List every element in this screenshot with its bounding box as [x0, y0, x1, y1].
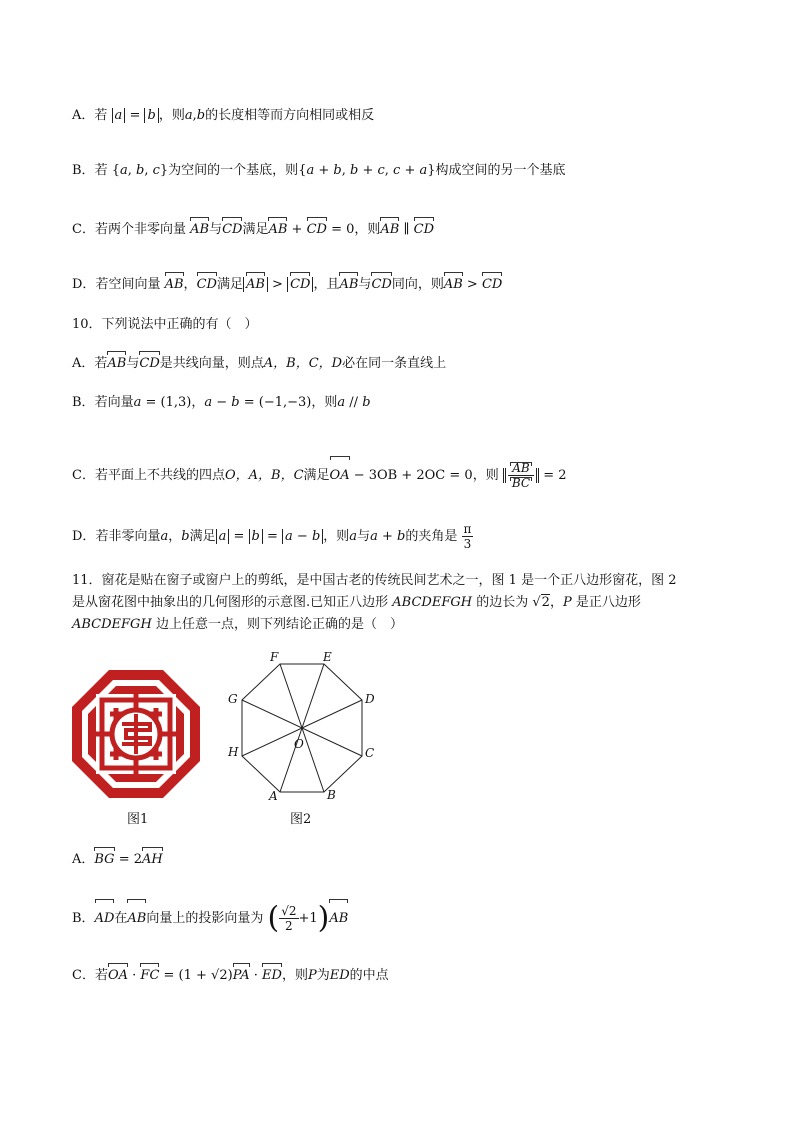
vertex-a: A	[269, 789, 278, 803]
vertex-o: O	[294, 737, 304, 751]
question-11-line1: 11．窗花是贴在窗子或窗户上的剪纸，是中国古老的传统民间艺术之一，图 1 是一个正八边形窗花，图 2	[72, 573, 677, 588]
option-9a: A．若 a = b ，则a,b的长度相等而方向相同或相反	[72, 108, 375, 123]
option-11b: B．AD在AB向量上的投影向量为 ( $\frac{√2}{2}$ +1)AB	[72, 898, 348, 936]
option-11a: A．BG = 2AH	[72, 846, 163, 870]
question-11-line3: ABCDEFGH 边上任意一点，则下列结论正确的是（ ）	[72, 617, 403, 632]
option-9c: C．若两个非零向量 AB与CD满足AB + CD = 0，则AB ∥ CD	[72, 216, 434, 240]
option-11c: C．若OA · FC = (1 + √2)PA · ED，则P为ED的中点	[72, 962, 389, 986]
option-9d: D．若空间向量 AB，CD满足 AB > CD ，且AB与CD同向，则AB > CD	[72, 271, 502, 295]
option-10b: B．若向量a = (1,3)，a − b = (−1,−3)，则a // b	[72, 395, 371, 410]
vertex-b: B	[327, 788, 336, 802]
question-10-stem: 10．下列说法中正确的有（ ）	[72, 317, 258, 332]
option-10c: C．若平面上不共线的四点O，A，B，C满足OA − 3OB + 2OC = 0，则 $\frac{AB}{BC}$ = 2	[72, 455, 567, 493]
vertex-e: E	[323, 650, 332, 664]
vertex-h: H	[228, 745, 239, 759]
vertex-c: C	[365, 746, 375, 760]
question-11-line2: 是从窗花图中抽象出的几何图形的示意图.已知正八边形 ABCDEFGH 的边长为 √2，P 是正八边形	[72, 595, 641, 610]
option-10d: D．若非零向量a，b满足 a = b = a − b ，则a与a + b的夹角是 $\frac{\pi}{3}$	[72, 522, 472, 551]
option-10a: A．若AB与CD是共线向量，则点A，B，C，D必在同一条直线上	[72, 350, 446, 374]
vertex-g: G	[228, 692, 238, 706]
vertex-d: D	[365, 692, 375, 706]
figure-1-caption: 图1	[127, 812, 149, 827]
vertex-f: F	[270, 650, 279, 664]
figure-1-window-flower	[70, 668, 202, 800]
option-9b: B．若 {a, b, c}为空间的一个基底，则{a + b, b + c, c + a}构成空间的另一个基底	[72, 163, 566, 178]
figure-2-octagon-diagram	[222, 650, 382, 810]
figure-2-caption: 图2	[290, 812, 312, 827]
